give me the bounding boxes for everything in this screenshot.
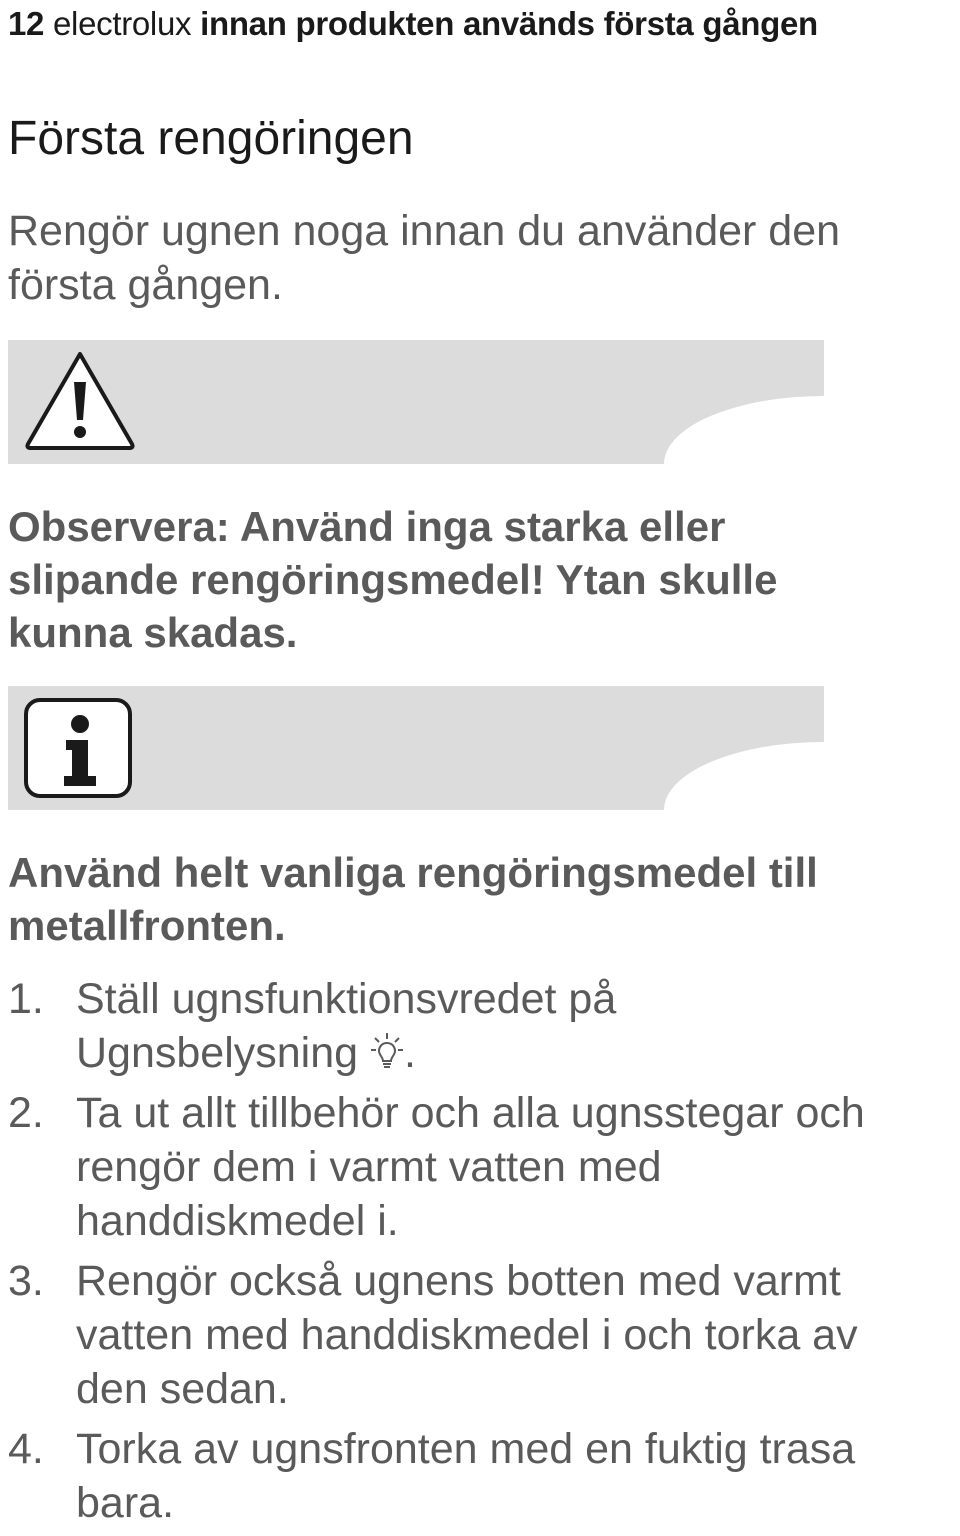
step-number: 2. bbox=[8, 1089, 44, 1137]
info-text: Använd helt vanliga rengöringsmedel till metallfronten. bbox=[8, 849, 818, 949]
cleaning-steps-list bbox=[8, 972, 908, 1536]
step-item bbox=[8, 1422, 908, 1530]
step-number: 1. bbox=[8, 975, 44, 1023]
brand-name: electrolux bbox=[52, 5, 192, 42]
page-title: Första rengöringen bbox=[8, 112, 414, 165]
step-item bbox=[8, 1086, 908, 1248]
page-header bbox=[8, 2, 818, 46]
step-number: 4. bbox=[8, 1425, 44, 1473]
warning-text: Observera: Använd inga starka eller slipande rengöringsmedel! Ytan skulle kunna skadas. bbox=[8, 503, 778, 656]
step-suffix: . bbox=[404, 1029, 416, 1077]
section-title: innan produkten används första gången bbox=[200, 5, 818, 42]
step-item bbox=[8, 972, 908, 1080]
warning-band bbox=[8, 340, 824, 464]
page-number: 12 bbox=[8, 5, 45, 42]
oven-light-icon bbox=[370, 1030, 404, 1070]
step-number: 3. bbox=[8, 1257, 44, 1305]
step-text: Torka av ugnsfronten med en fuktig trasa bara. bbox=[76, 1425, 856, 1527]
info-band bbox=[8, 686, 824, 810]
warning-triangle-icon bbox=[22, 348, 138, 452]
step-text: Rengör också ugnens botten med varmt vatten med handdiskmedel i och torka av den sedan. bbox=[76, 1257, 858, 1413]
step-text: Ta ut allt tillbehör och alla ugnsstegar och rengör dem i varmt vatten med handdiskmedel i. bbox=[76, 1089, 865, 1245]
info-icon bbox=[22, 696, 138, 800]
step-item bbox=[8, 1254, 908, 1416]
step-text: Ställ ugnsfunktionsvredet på Ugnsbelysning bbox=[76, 975, 617, 1077]
intro-paragraph: Rengör ugnen noga innan du använder den första gången. bbox=[8, 207, 841, 309]
